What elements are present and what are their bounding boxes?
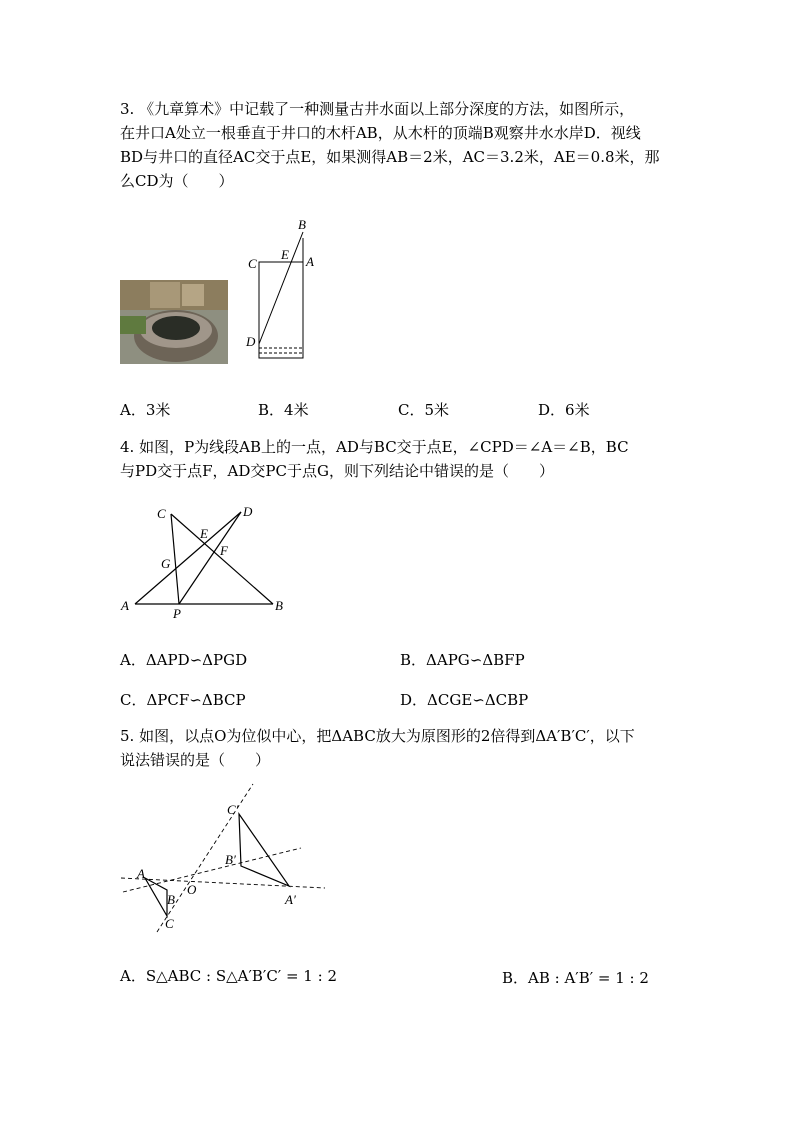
q5-line-2: 说法错误的是（ ） — [120, 751, 271, 769]
label-e: E — [200, 526, 208, 541]
label-g: G — [161, 556, 171, 571]
q4-option-a[interactable]: A．ΔAPD∽ΔPGD — [120, 651, 248, 669]
well-photo — [120, 280, 228, 364]
q4-diagram — [115, 500, 295, 625]
label-c: C — [165, 916, 174, 931]
label-e: E — [281, 247, 289, 262]
well-hole — [152, 316, 200, 340]
label-a-prime: A′ — [285, 892, 296, 907]
segment-cp — [171, 514, 179, 604]
q3-option-a[interactable]: A．3米 — [120, 401, 171, 419]
q5-line-1: 5. 如图，以点O为位似中心，把ΔABC放大为原图形的2倍得到ΔA′B′C′，以下 — [120, 727, 635, 745]
label-a: A — [137, 866, 145, 881]
q3-line-2: 在井口A处立一根垂直于井口的木杆AB，从木杆的顶端B观察井水水岸D．视线 — [120, 124, 641, 142]
q5-option-b[interactable]: B．AB : A′B′ = 1 : 2 — [502, 969, 649, 987]
q4-line-1: 4. 如图，P为线段AB上的一点，AD与BC交于点E，∠CPD＝∠A＝∠B，BC — [120, 438, 629, 456]
label-p: P — [173, 606, 181, 621]
q4-option-b[interactable]: B．ΔAPG∽ΔBFP — [400, 651, 525, 669]
photo-stone-2 — [182, 284, 204, 306]
q5-option-a[interactable]: A．S△ABC : S△A′B′C′ = 1 : 2 — [120, 967, 337, 985]
label-d: D — [243, 504, 253, 519]
ray-aa1 — [121, 878, 325, 888]
label-c-prime: C′ — [227, 802, 239, 817]
label-d: D — [246, 334, 256, 349]
label-b: B — [167, 892, 175, 907]
photo-stone — [150, 282, 180, 308]
q3-option-b[interactable]: B．4米 — [258, 401, 309, 419]
label-o: O — [187, 882, 197, 897]
triangle-a1b1c1 — [239, 814, 289, 886]
label-b: B — [275, 598, 283, 613]
q4-option-d[interactable]: D．ΔCGE∽ΔCBP — [400, 691, 529, 709]
label-a: A — [121, 598, 129, 613]
q4-option-c[interactable]: C．ΔPCF∽ΔBCP — [120, 691, 246, 709]
q4-line-2: 与PD交于点F，AD交PC于点G，则下列结论中错误的是（ ） — [120, 462, 554, 480]
q3-option-c[interactable]: C．5米 — [398, 401, 450, 419]
q3-line-1: 3. 《九章算术》中记载了一种测量古井水面以上部分深度的方法，如图所示， — [120, 100, 635, 118]
label-b-prime: B′ — [225, 852, 236, 867]
ray-cc1 — [157, 784, 253, 932]
well-rect — [259, 262, 303, 358]
triangle-abc — [145, 878, 167, 916]
label-f: F — [220, 543, 228, 558]
label-b: B — [298, 217, 306, 232]
q3-option-d[interactable]: D．6米 — [538, 401, 590, 419]
q3-line-4: 么CD为（ ） — [120, 172, 234, 190]
q5-diagram — [115, 780, 335, 940]
photo-grass — [120, 316, 146, 334]
label-a: A — [306, 254, 314, 269]
q3-line-3: BD与井口的直径AC交于点E，如果测得AB＝2米，AC＝3.2米，AE＝0.8米，那 — [120, 148, 660, 166]
label-c: C — [157, 506, 166, 521]
q3-diagram — [240, 214, 340, 364]
label-c: C — [248, 256, 257, 271]
